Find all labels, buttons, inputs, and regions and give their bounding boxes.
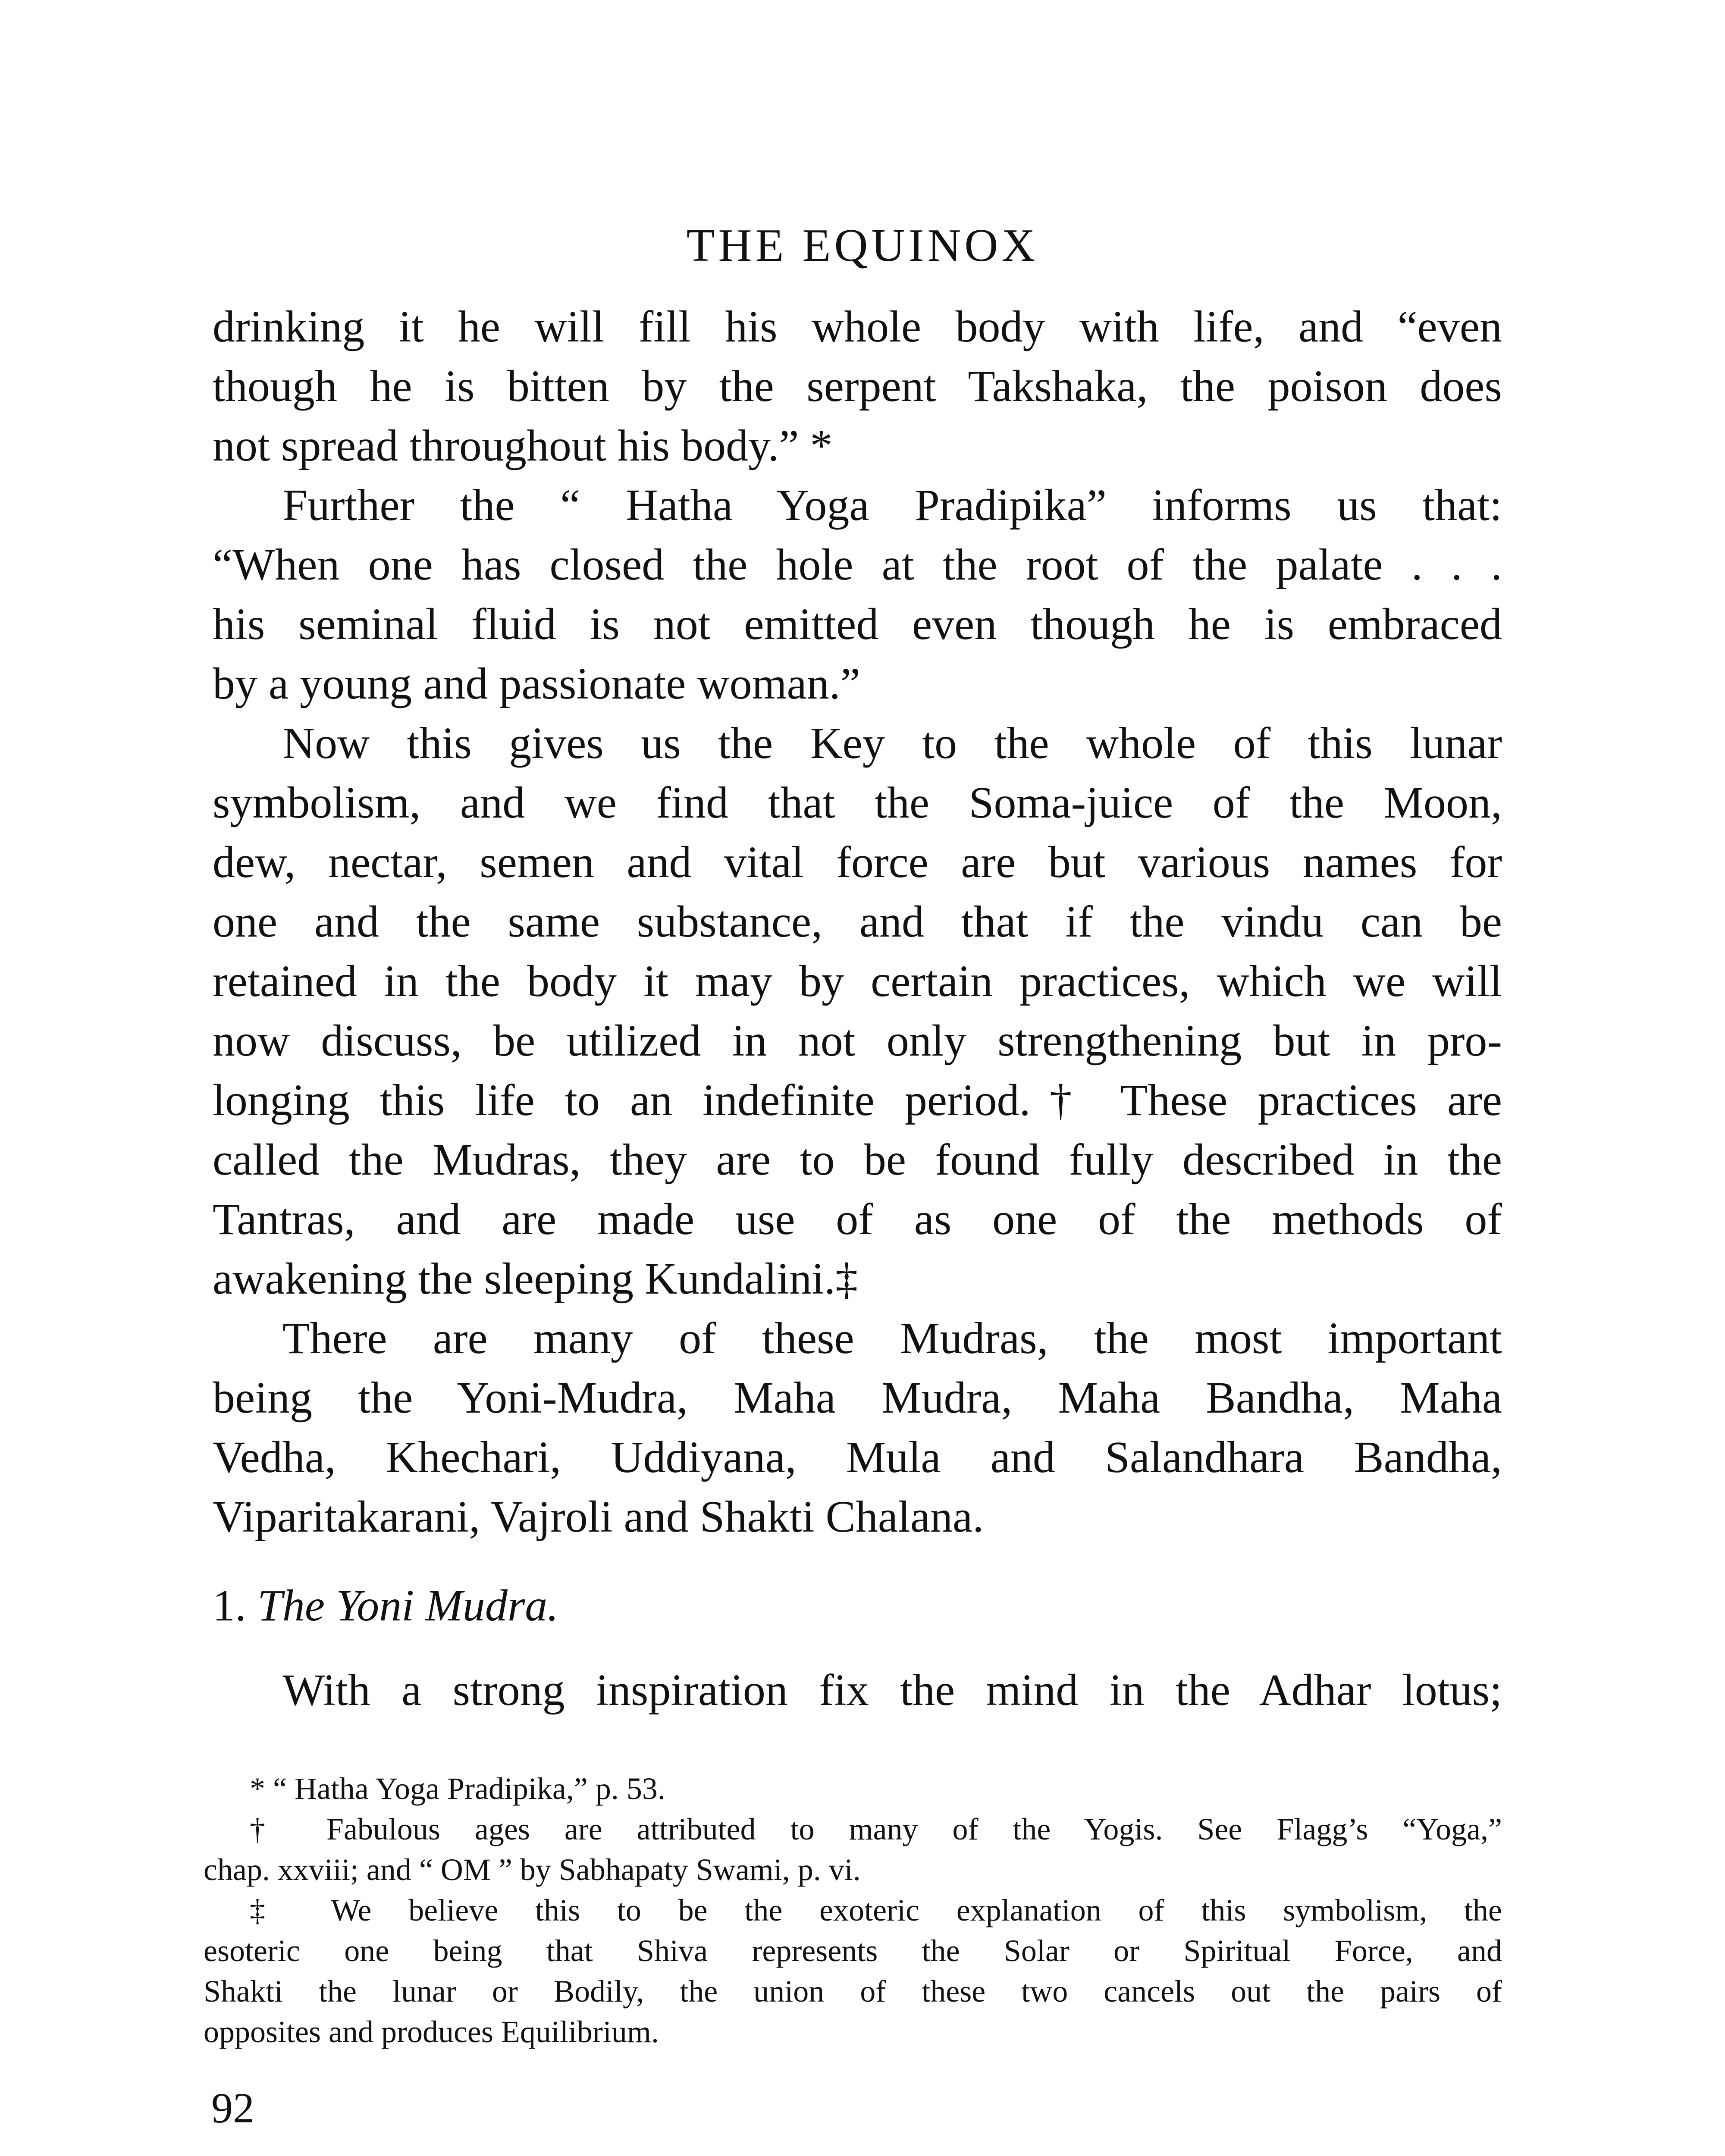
body-text: [213, 297, 1502, 1720]
text-line: his seminal fluid is not emitted even though he is embraced: [213, 599, 1502, 649]
text-line: retained in the body it may by certain practices, which we will: [213, 956, 1502, 1006]
running-header: THE EQUINOX: [686, 220, 1039, 271]
footnotes: [204, 1768, 1502, 2052]
page-number: 92: [211, 2084, 254, 2132]
footnote-line: esoteric one being that Shiva represents the Solar or Spiritual Force, and: [204, 1934, 1502, 1968]
text-line: Now this gives us the Key to the whole of this lunar: [282, 718, 1502, 768]
text-line: Further the “ Hatha Yoga Pradipika” informs us that:: [282, 480, 1502, 530]
footnote-line: chap. xxviii; and “ OM ” by Sabhapaty Swami, p. vi.: [204, 1852, 861, 1887]
text-line: There are many of these Mudras, the most important: [282, 1313, 1502, 1363]
text-line: called the Mudras, they are to be found fully described in the: [213, 1135, 1502, 1185]
text-line: not spread throughout his body.” *: [213, 421, 833, 470]
footnote-line: ‡ We believe this to be the exoteric explanation of this symbolism, the: [250, 1893, 1502, 1927]
footnote-line: * “ Hatha Yoga Pradipika,” p. 53.: [250, 1771, 665, 1806]
text-line: by a young and passionate woman.”: [213, 659, 860, 708]
footnote-line: Shakti the lunar or Bodily, the union of these two cancels out the pairs of: [204, 1974, 1502, 2009]
text-line: symbolism, and we find that the Soma-juice of the Moon,: [213, 778, 1502, 827]
text-line: awakening the sleeping Kundalini.‡: [213, 1254, 858, 1304]
section-title: The Yoni Mudra.: [257, 1581, 559, 1630]
text-line: With a strong inspiration fix the mind in the Adhar lotus;: [282, 1665, 1502, 1715]
text-line: Viparitakarani, Vajroli and Shakti Chalana.: [213, 1492, 984, 1542]
footnote-line: opposites and produces Equilibrium.: [204, 2015, 659, 2049]
text-line: drinking it he will fill his whole body with life, and “even: [213, 302, 1502, 351]
text-line: dew, nectar, semen and vital force are but various names for: [213, 837, 1502, 887]
section-number: 1.: [213, 1581, 246, 1630]
text-line: now discuss, be utilized in not only strengthening but in pro-: [213, 1016, 1502, 1065]
footnote-line: † Fabulous ages are attributed to many of the Yogis. See Flagg’s “Yoga,”: [250, 1812, 1502, 1846]
section-heading: [213, 1576, 1502, 1636]
text-line: Vedha, Khechari, Uddiyana, Mula and Salandhara Bandha,: [213, 1432, 1502, 1482]
text-line: “When one has closed the hole at the root of the palate . . .: [213, 540, 1502, 589]
text-line: longing this life to an indefinite period.† These practices are: [213, 1075, 1502, 1125]
text-line: being the Yoni-Mudra, Maha Mudra, Maha Bandha, Maha: [213, 1373, 1502, 1423]
text-line: Tantras, and are made use of as one of the methods of: [213, 1194, 1502, 1244]
text-line: one and the same substance, and that if the vindu can be: [213, 897, 1502, 946]
text-line: though he is bitten by the serpent Takshaka, the poison does: [213, 361, 1502, 411]
